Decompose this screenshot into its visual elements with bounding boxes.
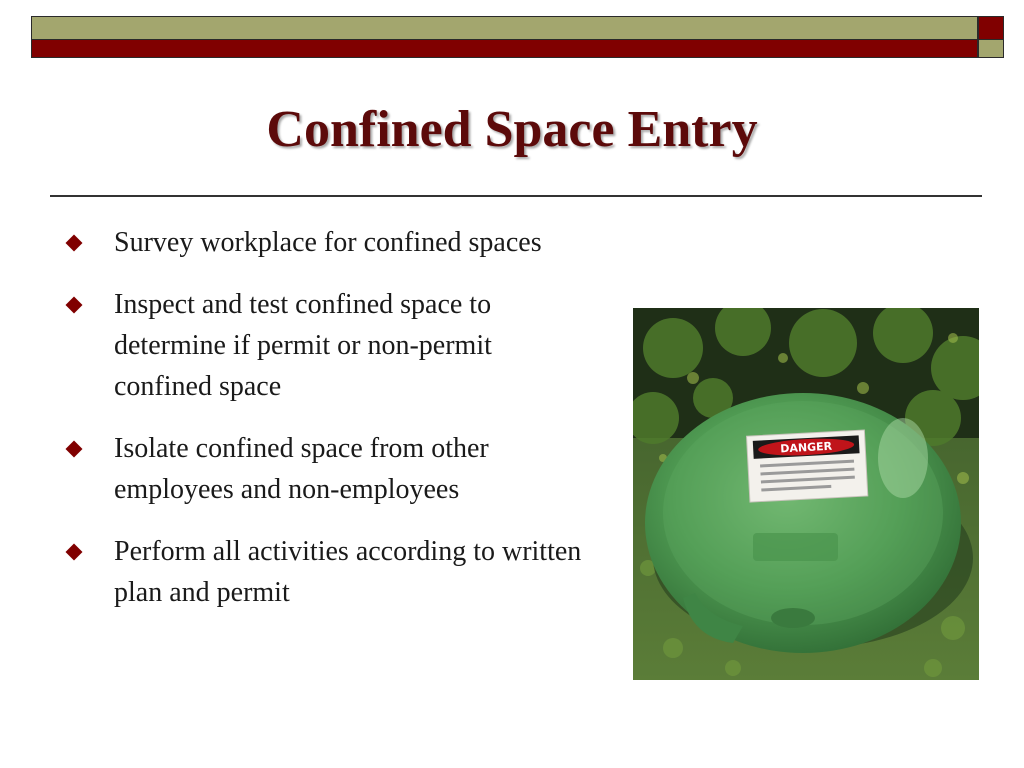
bullet-list	[62, 222, 592, 634]
diamond-bullet-icon	[66, 235, 83, 252]
header-square-olive	[978, 40, 1004, 58]
bullet-item	[62, 284, 592, 407]
confined-space-photo	[633, 308, 979, 680]
diamond-bullet-icon	[66, 544, 83, 561]
bullet-item	[62, 531, 592, 613]
slide-title: Confined Space Entry	[266, 101, 758, 158]
bullet-text: Survey workplace for confined spaces	[114, 227, 542, 258]
diamond-bullet-icon	[66, 297, 83, 314]
green-tank-lid-image	[633, 308, 979, 680]
bullet-item	[62, 222, 592, 263]
header-bar-maroon	[31, 40, 978, 58]
header-bar-olive	[31, 16, 978, 40]
bullet-text: Inspect and test confined space to determine if permit or non-permit confined space	[114, 289, 492, 402]
title-divider	[50, 195, 982, 197]
header-square-maroon	[978, 16, 1004, 40]
diamond-bullet-icon	[66, 441, 83, 458]
danger-sign-text: DANGER	[779, 439, 833, 456]
bullet-item	[62, 428, 592, 510]
bullet-text: Perform all activities according to written plan and permit	[114, 536, 582, 608]
bullet-text: Isolate confined space from other employees and non-employees	[114, 433, 489, 505]
